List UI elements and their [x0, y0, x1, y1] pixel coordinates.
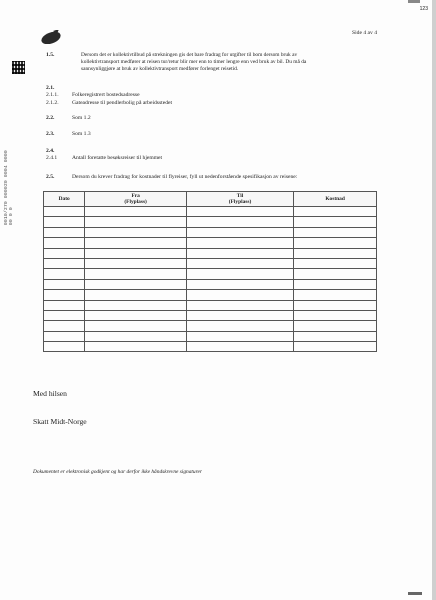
greeting: Med hilsen [33, 389, 67, 398]
table-row [44, 227, 377, 237]
to-cell[interactable] [186, 321, 293, 331]
date-cell[interactable] [44, 227, 85, 237]
date-cell[interactable] [44, 321, 85, 331]
from-cell[interactable] [85, 269, 186, 279]
paragraph-line: sannsynliggjøre at bruk av kollektivtransport medfører forlenget reisetid. [81, 66, 239, 73]
page-label: Side 4 av 4 [352, 30, 378, 36]
table-row [44, 321, 377, 331]
section-text: Gateadresse til pendlerbolig på arbeidsstedet [72, 100, 173, 106]
paragraph-line: kollektivtransport medfører at reisen tur/retur blir mer enn to timer lengre enn ved bruk av bil. Du må da [81, 59, 307, 66]
page-edge [432, 0, 436, 600]
section-number: 2.3. [46, 131, 55, 137]
scan-mark-top [408, 0, 420, 3]
section-text: Antall foretatte besøksreiser til hjemmet [72, 155, 163, 161]
section-text: Folkeregistrert bostedsadresse [72, 92, 140, 98]
date-cell[interactable] [44, 279, 85, 289]
date-cell[interactable] [44, 217, 85, 227]
from-cell[interactable] [85, 248, 186, 258]
date-cell[interactable] [44, 310, 85, 320]
to-cell[interactable] [186, 269, 293, 279]
scan-mark-bottom [408, 592, 422, 595]
column-header-to: Til (Flyplass) [186, 192, 293, 207]
cost-cell[interactable] [294, 238, 377, 248]
cost-cell[interactable] [294, 300, 377, 310]
from-cell[interactable] [85, 321, 186, 331]
from-cell[interactable] [85, 238, 186, 248]
table-row [44, 269, 377, 279]
to-cell[interactable] [186, 258, 293, 268]
to-cell[interactable] [186, 227, 293, 237]
to-cell[interactable] [186, 310, 293, 320]
section-number: 2.5. [46, 174, 55, 180]
flight-specification-table [43, 191, 377, 352]
to-cell[interactable] [186, 342, 293, 352]
table-row [44, 258, 377, 268]
cost-cell[interactable] [294, 217, 377, 227]
cost-cell[interactable] [294, 279, 377, 289]
section-number: 2.4.1 [46, 155, 58, 161]
date-cell[interactable] [44, 238, 85, 248]
date-cell[interactable] [44, 269, 85, 279]
cost-cell[interactable] [294, 321, 377, 331]
date-cell[interactable] [44, 331, 85, 341]
column-header-cost: Kostnad [294, 192, 377, 207]
table-row [44, 342, 377, 352]
cost-cell[interactable] [294, 258, 377, 268]
table-row [44, 310, 377, 320]
section-paragraph [81, 52, 381, 74]
cost-cell[interactable] [294, 248, 377, 258]
from-cell[interactable] [85, 331, 186, 341]
date-cell[interactable] [44, 207, 85, 217]
table-header-row [44, 192, 377, 207]
cost-cell[interactable] [294, 269, 377, 279]
from-cell[interactable] [85, 290, 186, 300]
table-row [44, 331, 377, 341]
table-row [44, 217, 377, 227]
qr-code-icon [12, 61, 25, 74]
from-cell[interactable] [85, 279, 186, 289]
cost-cell[interactable] [294, 227, 377, 237]
to-cell[interactable] [186, 279, 293, 289]
from-cell[interactable] [85, 258, 186, 268]
table-row [44, 279, 377, 289]
cost-cell[interactable] [294, 342, 377, 352]
table-row [44, 300, 377, 310]
to-cell[interactable] [186, 207, 293, 217]
table-row [44, 238, 377, 248]
section-text: Som 1.3 [72, 131, 91, 137]
from-cell[interactable] [85, 217, 186, 227]
table-row [44, 248, 377, 258]
section-text: Dersom du krever fradrag for kostnader til flyreiser, fyll ut nedenforstående spesifikasjon av reisene: [72, 174, 298, 180]
to-cell[interactable] [186, 248, 293, 258]
section-number: 2.4. [46, 148, 55, 154]
date-cell[interactable] [44, 300, 85, 310]
from-cell[interactable] [85, 207, 186, 217]
to-cell[interactable] [186, 217, 293, 227]
section-number: 2.1.2. [46, 100, 59, 106]
cost-cell[interactable] [294, 207, 377, 217]
table-row [44, 290, 377, 300]
to-cell[interactable] [186, 300, 293, 310]
side-code: 0010/270 000020 0004 0000 00 0 0 [4, 149, 14, 225]
section-number: 2.1. [46, 85, 55, 91]
date-cell[interactable] [44, 342, 85, 352]
section-number: 2.1.1. [46, 92, 59, 98]
sender: Skatt Midt-Norge [33, 417, 87, 426]
section-number: 1.5. [46, 52, 55, 58]
date-cell[interactable] [44, 258, 85, 268]
from-cell[interactable] [85, 300, 186, 310]
cost-cell[interactable] [294, 331, 377, 341]
column-header-from: Fra (Flyplass) [85, 192, 186, 207]
from-cell[interactable] [85, 342, 186, 352]
cost-cell[interactable] [294, 310, 377, 320]
to-cell[interactable] [186, 331, 293, 341]
to-cell[interactable] [186, 238, 293, 248]
paragraph-line: Dersom det er kollektivtilbud på strekningen gis det bare fradrag for utgifter til bom dersom bruk av [81, 52, 298, 58]
section-number: 2.2. [46, 115, 55, 121]
from-cell[interactable] [85, 310, 186, 320]
date-cell[interactable] [44, 248, 85, 258]
from-cell[interactable] [85, 227, 186, 237]
date-cell[interactable] [44, 290, 85, 300]
table-row [44, 207, 377, 217]
column-header-date: Dato [44, 192, 85, 207]
section-text: Som 1.2 [72, 115, 91, 121]
page-number-top: 123 [419, 6, 428, 12]
signature-note: Dokumentet er elektronisk godkjent og har derfor ikke håndskrevne signaturer [33, 469, 203, 475]
cost-cell[interactable] [294, 290, 377, 300]
logo-icon [40, 30, 62, 44]
to-cell[interactable] [186, 290, 293, 300]
